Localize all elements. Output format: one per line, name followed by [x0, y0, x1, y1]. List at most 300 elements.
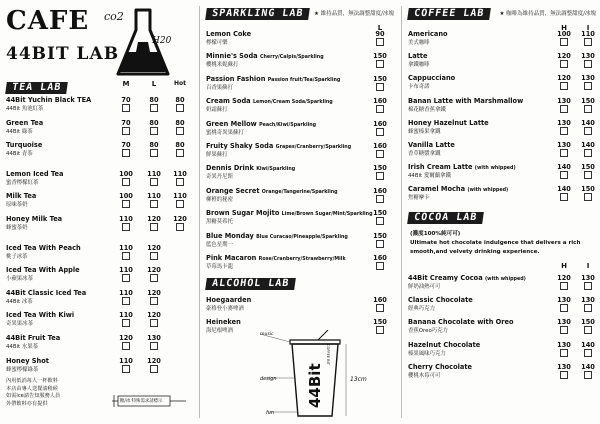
- order-checkbox[interactable]: [176, 104, 184, 112]
- order-checkbox[interactable]: [150, 178, 158, 186]
- item-name-text: Iced Tea With Apple: [6, 266, 80, 275]
- order-checkbox[interactable]: [376, 240, 384, 248]
- item-price: 130: [557, 141, 571, 149]
- item-price: 110: [173, 169, 187, 178]
- cocoa-en-desc: Ultimate hot chocolate indulgence that delivers a rich smooth,and velvety drinking experience.: [410, 240, 581, 255]
- size-m: M: [122, 80, 130, 88]
- menu-item: [408, 274, 598, 294]
- item-price: 150: [581, 163, 595, 172]
- order-checkbox[interactable]: [150, 342, 158, 350]
- item-name-text: Heineken: [206, 318, 241, 326]
- order-checkbox[interactable]: [376, 83, 384, 91]
- item-price: 150: [581, 318, 595, 327]
- order-checkbox[interactable]: [584, 282, 592, 290]
- item-name-text: Cream Soda: [206, 97, 251, 106]
- order-checkbox[interactable]: [584, 371, 592, 379]
- item-name: [408, 74, 455, 82]
- item-price: 150: [581, 96, 595, 105]
- item-name-text: Cherry Chocolate: [408, 362, 472, 371]
- item-price: 70: [121, 118, 131, 127]
- order-checkbox[interactable]: [560, 149, 568, 157]
- item-chinese-name: 藍色星期一: [206, 241, 233, 248]
- order-checkbox[interactable]: [560, 60, 568, 68]
- order-checkbox[interactable]: [122, 149, 130, 157]
- menu-item: [408, 74, 598, 94]
- order-checkbox[interactable]: [560, 282, 568, 290]
- item-chinese-name: 香草糖漿拿鐵: [408, 151, 441, 157]
- item-price: 80: [149, 118, 159, 127]
- item-price: 160: [373, 142, 387, 150]
- order-checkbox[interactable]: [150, 127, 158, 135]
- item-name-text: Passion Fashion: [206, 74, 266, 83]
- item-price: 160: [373, 97, 387, 106]
- order-checkbox[interactable]: [376, 172, 384, 180]
- order-checkbox[interactable]: [122, 127, 130, 135]
- brand-header: [6, 4, 194, 80]
- item-name: [206, 296, 251, 304]
- order-checkbox[interactable]: [122, 297, 130, 305]
- menu-item: [6, 357, 194, 377]
- item-ingredients: (with whipped): [484, 277, 526, 282]
- menu-item: [408, 119, 598, 139]
- item-name: [408, 318, 514, 326]
- item-name: [206, 232, 348, 240]
- alcohol-section-title: ALCOHOL LAB: [205, 278, 296, 290]
- order-checkbox[interactable]: [584, 60, 592, 68]
- h2o-label: H20: [152, 36, 172, 46]
- order-checkbox[interactable]: [584, 193, 592, 201]
- item-name-text: Irish Cream Latte: [408, 163, 473, 172]
- item-chinese-name: 蜜桃奇異果蘇打: [206, 129, 244, 136]
- order-checkbox[interactable]: [122, 200, 130, 208]
- item-chinese-name: 44Bit 水果茶: [6, 344, 39, 350]
- menu-item: [206, 75, 396, 95]
- item-name-text: Orange Secret: [206, 186, 260, 195]
- item-chinese-name: 鮮果蘇打: [206, 152, 228, 158]
- order-checkbox[interactable]: [560, 304, 568, 312]
- item-name-text: Banana Chocolate with Oreo: [408, 318, 514, 327]
- item-chinese-name: 原味茶奶: [6, 202, 28, 209]
- order-checkbox[interactable]: [584, 105, 592, 113]
- item-name-text: Milk Tea: [6, 192, 37, 201]
- item-price: 140: [581, 340, 595, 349]
- order-checkbox[interactable]: [122, 274, 130, 282]
- item-chinese-name: 豪格登小麥啤酒: [206, 306, 244, 312]
- order-checkbox[interactable]: [122, 104, 130, 112]
- item-name-text: Green Mellow: [206, 119, 257, 128]
- item-price: 130: [581, 296, 595, 305]
- menu-item: [206, 296, 396, 316]
- item-name: [408, 341, 480, 349]
- cocoa-size-headers: [408, 262, 598, 272]
- order-checkbox[interactable]: [122, 223, 130, 231]
- item-name: [206, 187, 338, 195]
- flask-icon: [114, 8, 172, 78]
- item-name: [6, 311, 74, 319]
- item-ingredients: Blue Curacao/Pineapple/Sparkling: [256, 234, 348, 240]
- menu-item: [206, 164, 396, 184]
- order-checkbox[interactable]: [122, 365, 130, 373]
- order-checkbox[interactable]: [122, 252, 130, 260]
- size-hot: Hot: [173, 80, 186, 87]
- item-price: 120: [147, 311, 161, 320]
- item-ingredients: Orange/Tangerine/Sparkling: [261, 189, 338, 195]
- order-checkbox[interactable]: [584, 127, 592, 135]
- column-divider: [199, 6, 200, 418]
- item-name: [6, 119, 43, 127]
- order-checkbox[interactable]: [376, 217, 384, 225]
- item-price: 130: [581, 52, 595, 61]
- item-price: 110: [119, 243, 133, 252]
- item-name: [408, 163, 516, 171]
- cocoa-description: [410, 230, 598, 257]
- item-price: 140: [557, 185, 571, 194]
- menu-item: [6, 141, 194, 161]
- order-checkbox[interactable]: [560, 371, 568, 379]
- item-price: 150: [373, 52, 387, 61]
- order-checkbox[interactable]: [176, 127, 184, 135]
- size-l: L: [377, 24, 383, 32]
- notice-line: 外帶飲料亦有提供: [6, 400, 48, 407]
- menu-item: [206, 142, 396, 162]
- item-name-text: Honey Hazelnut Latte: [408, 118, 489, 127]
- menu-item: [408, 52, 598, 72]
- item-name: [408, 30, 448, 38]
- item-price: 110: [119, 311, 133, 320]
- item-price: 120: [147, 215, 161, 223]
- item-price: 150: [373, 231, 387, 240]
- size-i: I: [586, 24, 590, 32]
- order-checkbox[interactable]: [560, 38, 568, 46]
- item-price: 80: [175, 141, 185, 150]
- item-price: 130: [557, 318, 571, 327]
- item-name: [6, 244, 81, 252]
- item-name-text: Caramel Mocha: [408, 185, 466, 194]
- brand-subtitle: 44BIT LAB: [6, 44, 120, 64]
- order-checkbox[interactable]: [584, 149, 592, 157]
- order-checkbox[interactable]: [376, 195, 384, 203]
- item-chinese-name: 卡布奇諾: [408, 84, 430, 91]
- menu-item: [6, 170, 194, 190]
- item-name-text: Minnie's Soda: [206, 52, 258, 61]
- item-price: 70: [121, 141, 131, 150]
- order-checkbox[interactable]: [150, 223, 158, 231]
- item-name-text: Hazelnut Chocolate: [408, 340, 481, 349]
- menu-item: [408, 30, 598, 50]
- item-price: 120: [173, 215, 187, 223]
- order-checkbox[interactable]: [176, 223, 184, 231]
- order-checkbox[interactable]: [122, 178, 130, 186]
- item-chinese-name: 蜜香檸檬紅茶: [6, 179, 39, 186]
- item-price: 110: [119, 215, 133, 223]
- item-chinese-name: 百香果蘇打: [206, 84, 233, 91]
- item-name: [6, 141, 42, 149]
- menu-item: [408, 163, 598, 183]
- order-checkbox[interactable]: [176, 178, 184, 186]
- coffee-section-header: [408, 8, 598, 20]
- order-checkbox[interactable]: [122, 319, 130, 327]
- item-price: 130: [581, 274, 595, 282]
- item-chinese-name: 小蘋果冰茶: [6, 276, 33, 283]
- order-checkbox[interactable]: [376, 262, 384, 270]
- item-ingredients: Lime/Brown Sugar/Mint/Sparkling: [281, 212, 373, 218]
- item-name: [408, 97, 523, 105]
- item-name-text: Fruity Shaky Soda: [206, 142, 274, 150]
- size-l: L: [151, 80, 157, 88]
- menu-item: [6, 192, 194, 212]
- item-price: 120: [557, 74, 571, 83]
- item-name-text: Blue Monday: [206, 231, 254, 240]
- item-chinese-name: 蜂蜜榛果拿鐵: [408, 128, 441, 135]
- sparkling-section-title: SPARKLING LAB: [205, 8, 310, 20]
- item-price: 120: [119, 334, 133, 342]
- menu-item: [6, 289, 194, 309]
- item-chinese-name: 44Bit 魚池紅茶: [6, 106, 44, 112]
- order-checkbox[interactable]: [584, 82, 592, 90]
- item-price: 110: [119, 266, 133, 275]
- order-checkbox[interactable]: [584, 38, 592, 46]
- order-checkbox[interactable]: [560, 127, 568, 135]
- order-checkbox[interactable]: [376, 304, 384, 312]
- item-chinese-name: 44Bit 綠茶: [6, 128, 33, 135]
- order-checkbox[interactable]: [150, 297, 158, 305]
- item-name: [206, 75, 340, 83]
- cocoa-section-title: COCOA LAB: [407, 212, 484, 224]
- item-price: 100: [119, 192, 133, 201]
- item-price: 110: [119, 356, 133, 365]
- order-checkbox[interactable]: [150, 200, 158, 208]
- item-name: [408, 296, 473, 304]
- item-name: [6, 357, 49, 365]
- item-price: 130: [581, 74, 595, 83]
- order-checkbox[interactable]: [560, 171, 568, 179]
- item-price: 150: [581, 185, 595, 194]
- item-price: 120: [147, 243, 161, 252]
- item-name-text: Turquoise: [6, 141, 43, 150]
- co2-label: co2: [104, 10, 124, 23]
- cocoa-section-header: [408, 212, 598, 224]
- item-price: 90: [375, 30, 385, 38]
- item-price: 100: [119, 169, 133, 178]
- cup-logo: 44Bit: [306, 363, 324, 408]
- item-chinese-name: 奇異果冰茶: [6, 321, 33, 328]
- order-checkbox[interactable]: [560, 349, 568, 357]
- item-price: 120: [147, 266, 161, 275]
- item-name-text: 44Bit Yuchin Black TEA: [6, 96, 92, 104]
- item-chinese-name: 44Bit 青茶: [6, 151, 33, 158]
- menu-item: [6, 266, 194, 286]
- item-name-text: Lemon Coke: [206, 30, 252, 38]
- item-price: 140: [581, 118, 595, 127]
- item-chinese-name: 黑糖莫希托: [206, 219, 233, 226]
- item-price: 140: [581, 362, 595, 371]
- coffee-column: [404, 0, 600, 424]
- item-name-text: 44Bit Creamy Cocoa: [408, 274, 483, 282]
- size-h: H: [561, 24, 567, 32]
- item-ingredients: Rose/Cranberry/Strawberry/Milk: [258, 257, 346, 262]
- item-price: 160: [373, 186, 387, 195]
- menu-item: [6, 334, 194, 354]
- item-price: 130: [557, 362, 571, 371]
- item-price: 110: [173, 192, 187, 201]
- item-chinese-name: 草莓馬卡龍: [206, 264, 233, 270]
- notice-line: 本店由專人送餐請稍候: [6, 385, 58, 392]
- menu-item: [408, 296, 598, 316]
- item-name: [6, 289, 86, 297]
- item-name: [206, 254, 346, 262]
- item-chinese-name: 拿鐵咖啡: [408, 62, 430, 69]
- item-ingredients: (with whipped): [474, 166, 516, 172]
- menu-item: [408, 141, 598, 161]
- order-checkbox[interactable]: [150, 104, 158, 112]
- item-price: 150: [373, 318, 387, 326]
- item-name: [206, 30, 251, 38]
- item-price: 120: [147, 288, 161, 297]
- order-checkbox[interactable]: [150, 274, 158, 282]
- item-ingredients: Peach/Kiwi/Sparkling: [259, 122, 317, 128]
- item-chinese-name: 柳橙的秘密: [206, 196, 233, 203]
- item-price: 80: [175, 96, 185, 104]
- item-price: 150: [373, 74, 387, 83]
- menu-item: [408, 363, 598, 383]
- cup-label-music: music: [260, 332, 274, 337]
- item-chinese-name: 蜂蜜茶奶: [6, 225, 28, 231]
- item-ingredients: Passion fruit/Tea/Sparkling: [267, 77, 341, 83]
- order-checkbox[interactable]: [176, 149, 184, 157]
- item-name: [408, 119, 489, 127]
- coffee-section-title: COFFEE LAB: [407, 8, 491, 20]
- sparkling-column: [202, 0, 398, 424]
- item-name-text: Vanilla Latte: [408, 141, 455, 149]
- item-price: 150: [373, 164, 387, 173]
- item-price: 160: [373, 119, 387, 128]
- size-h: H: [561, 262, 567, 270]
- item-chinese-name: 鮮奶油熱可可: [408, 284, 441, 290]
- item-price: 130: [557, 118, 571, 127]
- order-checkbox[interactable]: [376, 128, 384, 136]
- item-name: [206, 318, 241, 326]
- item-name: [206, 52, 324, 60]
- item-price: 140: [581, 141, 595, 149]
- menu-item: [6, 215, 194, 235]
- item-name-text: Dennis Drink: [206, 164, 254, 173]
- menu-item: [6, 96, 194, 116]
- item-price: 160: [373, 296, 387, 304]
- notice-line: 如需ice請告知服務人員: [6, 393, 61, 400]
- order-checkbox[interactable]: [150, 365, 158, 373]
- item-chinese-name: 海尼根啤酒: [206, 328, 233, 334]
- menu-item: [206, 209, 396, 229]
- item-name-text: 44Bit Fruit Tea: [6, 334, 61, 342]
- order-checkbox[interactable]: [560, 193, 568, 201]
- order-checkbox[interactable]: [376, 38, 384, 46]
- item-name: [408, 185, 508, 193]
- menu-item: [206, 254, 396, 274]
- cup-side-text: COFFEE BIT: [326, 344, 330, 365]
- menu-item: [408, 97, 598, 117]
- item-name: [408, 141, 455, 149]
- item-price: 70: [121, 96, 131, 104]
- menu-item: [206, 120, 396, 140]
- item-name: [6, 334, 60, 342]
- item-name: [206, 142, 351, 150]
- order-checkbox[interactable]: [376, 60, 384, 68]
- item-price: 80: [149, 141, 159, 150]
- item-price: 100: [557, 30, 571, 38]
- item-ingredients: Kiwi/Sparkling: [256, 167, 296, 173]
- order-checkbox[interactable]: [150, 252, 158, 260]
- order-checkbox[interactable]: [150, 319, 158, 327]
- cup-label-fun: fun: [266, 410, 275, 416]
- item-price: 110: [119, 288, 133, 297]
- menu-item: [206, 52, 396, 72]
- item-chinese-name: 44Bit 冰茶: [6, 298, 33, 305]
- tea-column: [0, 0, 198, 424]
- menu-item: [6, 119, 194, 139]
- item-name: [408, 274, 526, 282]
- order-checkbox[interactable]: [376, 150, 384, 158]
- order-checkbox[interactable]: [150, 149, 158, 157]
- item-chinese-name: 奶霜蘇打: [206, 107, 228, 114]
- sparkling-note: ★ 維持品質，無法調整甜度/冰塊: [313, 11, 394, 17]
- order-checkbox[interactable]: [584, 304, 592, 312]
- item-name: [6, 170, 63, 178]
- item-name: [206, 209, 373, 217]
- order-checkbox[interactable]: [176, 200, 184, 208]
- column-divider: [401, 6, 402, 418]
- item-name: [408, 52, 427, 60]
- order-checkbox[interactable]: [560, 82, 568, 90]
- order-checkbox[interactable]: [584, 349, 592, 357]
- cup-size-label: 13cm: [350, 376, 367, 383]
- order-checkbox[interactable]: [560, 326, 568, 334]
- order-checkbox[interactable]: [584, 326, 592, 334]
- size-i: I: [586, 262, 590, 270]
- item-price: 110: [581, 30, 595, 38]
- order-checkbox[interactable]: [584, 171, 592, 179]
- order-checkbox[interactable]: [376, 105, 384, 113]
- item-name-text: Pink Macaron: [206, 254, 257, 262]
- item-name-text: 44Bit Classic Iced Tea: [6, 288, 87, 297]
- item-name-text: Americano: [408, 30, 448, 38]
- item-chinese-name: 經典巧克力: [408, 306, 435, 313]
- item-chinese-name: 櫻桃米妮蘇打: [206, 62, 239, 69]
- item-ingredients: Cherry/Calpis/Sparkling: [259, 55, 324, 61]
- order-checkbox[interactable]: [560, 105, 568, 113]
- item-price: 120: [147, 356, 161, 365]
- menu-item: [206, 97, 396, 117]
- item-chinese-name: 棉花糖香蕉拿鐵: [408, 106, 446, 113]
- item-price: 120: [557, 274, 571, 282]
- tea-section-title: TEA LAB: [5, 82, 68, 94]
- sparkling-section-header: [206, 8, 396, 20]
- alcohol-section-header: [206, 278, 396, 290]
- menu-item: [408, 185, 598, 205]
- item-name: [206, 97, 333, 105]
- item-name-text: Classic Chocolate: [408, 296, 473, 305]
- menu-item: [206, 187, 396, 207]
- order-checkbox[interactable]: [122, 342, 130, 350]
- item-name-text: Cappucciano: [408, 74, 456, 83]
- brand-name: CAFE: [6, 6, 90, 36]
- item-ingredients: Lemon/Cream Soda/Sparkling: [252, 100, 333, 106]
- item-price: 80: [175, 118, 185, 127]
- item-chinese-name: 奇異丹尼斯: [206, 174, 233, 181]
- item-name-text: Brown Sugar Mojito: [206, 209, 280, 218]
- item-price: 130: [557, 340, 571, 349]
- item-name-text: Banan Latte with Marshmallow: [408, 96, 524, 105]
- item-chinese-name: 美式咖啡: [408, 40, 430, 46]
